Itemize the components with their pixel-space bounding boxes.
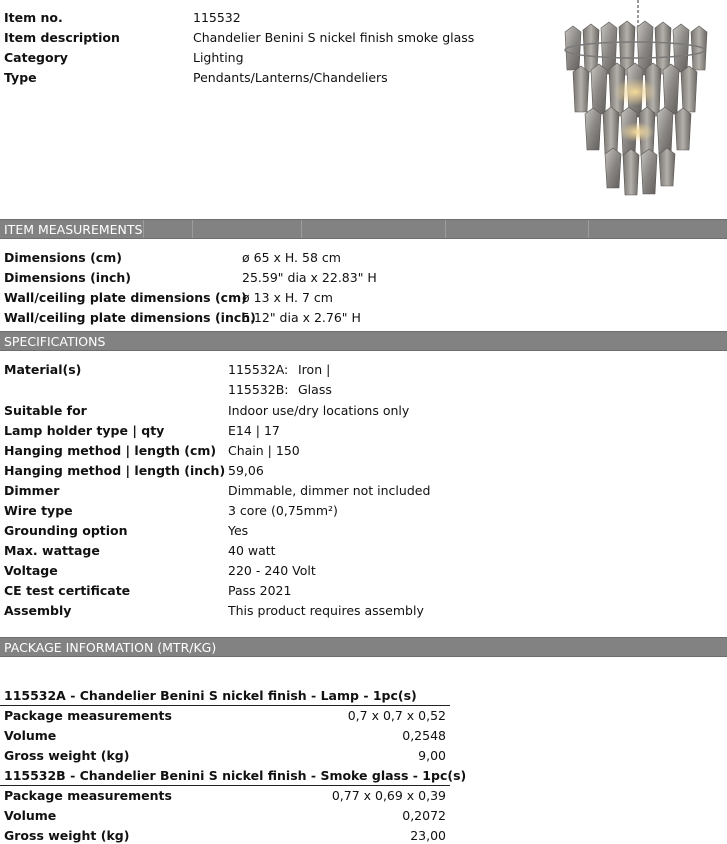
grounding-value: Yes — [228, 523, 249, 538]
assembly-label: Assembly — [4, 603, 72, 618]
package-b-title: 115532B - Chandelier Benini S nickel finish - Smoke glass - 1pc(s) — [4, 768, 467, 783]
dimmer-label: Dimmer — [4, 483, 60, 498]
suitable-for-value: Indoor use/dry locations only — [228, 403, 410, 418]
package-b-measurements-label: Package measurements — [4, 788, 172, 803]
package-b-volume-value: 0,2072 — [402, 808, 446, 823]
package-b-weight-label: Gross weight (kg) — [4, 828, 130, 843]
material-b-value: Glass — [298, 382, 332, 397]
package-b-volume-label: Volume — [4, 808, 57, 823]
item-description-label: Item description — [4, 30, 120, 45]
package-a-volume-label: Volume — [4, 728, 57, 743]
material-b-code: 115532B: — [228, 382, 289, 397]
plate-dimensions-cm-value: ø 13 x H. 7 cm — [242, 290, 333, 305]
hanging-inch-value: 59,06 — [228, 463, 264, 478]
materials-label: Material(s) — [4, 362, 82, 377]
ce-certificate-value: Pass 2021 — [228, 583, 292, 598]
plate-dimensions-inch-label: Wall/ceiling plate dimensions (inch) — [4, 310, 256, 325]
hanging-cm-label: Hanging method | length (cm) — [4, 443, 217, 458]
package-a-measurements-value: 0,7 x 0,7 x 0,52 — [347, 708, 446, 723]
dimmer-value: Dimmable, dimmer not included — [228, 483, 431, 498]
specifications-header — [0, 331, 727, 351]
lamp-holder-value: E14 | 17 — [228, 423, 280, 438]
package-a-title: 115532A - Chandelier Benini S nickel finish - Lamp - 1pc(s) — [4, 688, 417, 703]
item-description-value: Chandelier Benini S nickel finish smoke glass — [193, 30, 475, 45]
lamp-holder-label: Lamp holder type | qty — [4, 423, 165, 438]
plate-dimensions-cm-label: Wall/ceiling plate dimensions (cm) — [4, 290, 247, 305]
item-measurements-header — [0, 219, 727, 239]
package-b-divider — [0, 785, 450, 786]
suitable-for-label: Suitable for — [4, 403, 87, 418]
dimensions-cm-value: ø 65 x H. 58 cm — [242, 250, 341, 265]
type-value: Pendants/Lanterns/Chandeliers — [193, 70, 388, 85]
hanging-inch-label: Hanging method | length (inch) — [4, 463, 226, 478]
material-a-value: Iron | — [298, 362, 331, 377]
package-a-weight-label: Gross weight (kg) — [4, 748, 130, 763]
package-a-volume-value: 0,2548 — [402, 728, 446, 743]
package-b-measurements-value: 0,77 x 0,69 x 0,39 — [331, 788, 446, 803]
material-a-code: 115532A: — [228, 362, 289, 377]
plate-dimensions-inch-value: 5.12" dia x 2.76" H — [242, 310, 361, 325]
category-label: Category — [4, 50, 68, 65]
category-value: Lighting — [193, 50, 244, 65]
dimensions-cm-label: Dimensions (cm) — [4, 250, 122, 265]
package-b-weight-value: 23,00 — [410, 828, 446, 843]
item-no-value: 115532 — [193, 10, 241, 25]
hanging-cm-value: Chain | 150 — [228, 443, 300, 458]
item-measurements-title: ITEM MEASUREMENTS — [4, 222, 143, 237]
package-a-divider — [0, 705, 450, 706]
assembly-value: This product requires assembly — [228, 603, 424, 618]
max-wattage-value: 40 watt — [228, 543, 276, 558]
voltage-value: 220 - 240 Volt — [228, 563, 316, 578]
package-a-measurements-label: Package measurements — [4, 708, 172, 723]
voltage-label: Voltage — [4, 563, 58, 578]
ce-certificate-label: CE test certificate — [4, 583, 131, 598]
dimensions-inch-value: 25.59" dia x 22.83" H — [242, 270, 377, 285]
package-a-weight-value: 9,00 — [418, 748, 446, 763]
package-information-title: PACKAGE INFORMATION (MTR/KG) — [4, 640, 217, 655]
grounding-label: Grounding option — [4, 523, 128, 538]
chandelier-photo-icon — [545, 0, 725, 200]
item-no-label: Item no. — [4, 10, 63, 25]
wire-type-value: 3 core (0,75mm²) — [228, 503, 338, 518]
max-wattage-label: Max. wattage — [4, 543, 100, 558]
dimensions-inch-label: Dimensions (inch) — [4, 270, 131, 285]
wire-type-label: Wire type — [4, 503, 73, 518]
specifications-title: SPECIFICATIONS — [4, 334, 106, 349]
package-information-header — [0, 637, 727, 657]
type-label: Type — [4, 70, 37, 85]
